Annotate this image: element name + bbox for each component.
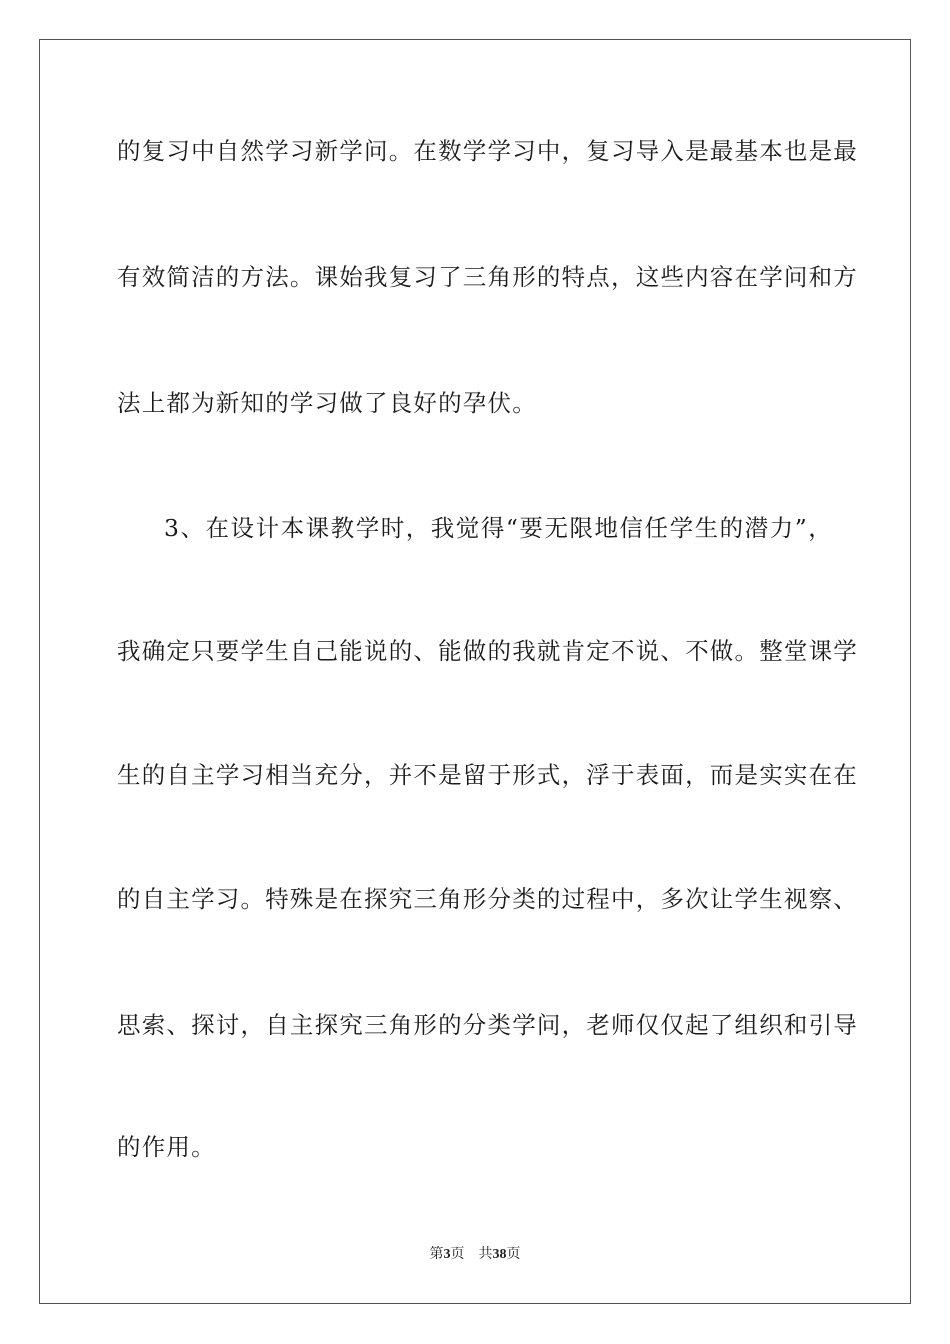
text-line-6: 生的自主学习相当充分，并不是留于形式，浮于表面，而是实实在在 [117, 761, 858, 789]
text-line-2: 有效简洁的方法。课始我复习了三角形的特点，这些内容在学问和方 [117, 263, 858, 291]
page-suffix: 页 [450, 1247, 465, 1262]
text-line-1: 的复习中自然学习新学问。在数学学习中，复习导入是最基本也是最 [117, 137, 858, 165]
page-prefix: 第 [429, 1247, 444, 1262]
page-footer [0, 1246, 950, 1264]
text-line-9: 的作用。 [117, 1133, 216, 1161]
page-border [39, 39, 911, 1304]
text-line-5: 我确定只要学生自己能说的、能做的我就肯定不说、不做。整堂课学 [117, 637, 858, 665]
total-pages: 38 [492, 1247, 507, 1262]
total-suffix: 页 [506, 1247, 521, 1262]
text-line-4: 3、在设计本课教学时，我觉得“要无限地信任学生的潜力”， [164, 514, 833, 542]
text-line-8: 思索、探讨，自主探究三角形的分类学问，老师仅仅起了组织和引导 [117, 1011, 858, 1039]
total-prefix: 共 [478, 1247, 493, 1262]
text-line-7: 的自主学习。特殊是在探究三角形分类的过程中，多次让学生视察、 [117, 885, 858, 913]
page-number: 3 [443, 1247, 451, 1262]
text-line-3: 法上都为新知的学习做了良好的孕伏。 [117, 389, 537, 417]
